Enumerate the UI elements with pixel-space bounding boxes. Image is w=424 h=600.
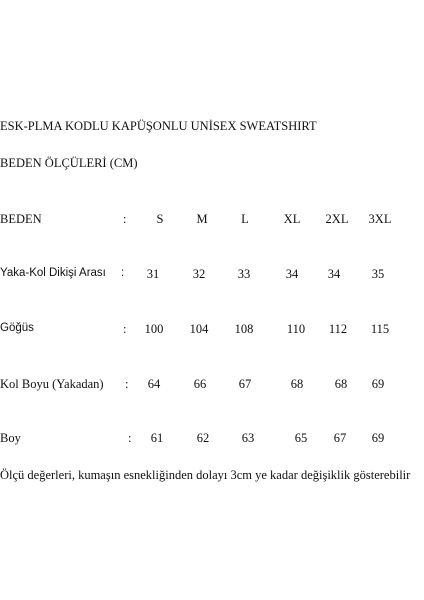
size-l: L (241, 212, 249, 226)
value-2xl: 34 (327, 267, 341, 281)
row-label: Göğüs (0, 322, 34, 334)
value-2xl: 68 (334, 377, 348, 391)
value-xl: 110 (286, 322, 306, 336)
value-3xl: 69 (371, 431, 385, 445)
row-label: Boy (0, 431, 21, 445)
value-s: 61 (150, 431, 164, 445)
tolerance-note: Ölçü değerleri, kumaşın esnekliğinden dolayı 3cm ye kadar değişiklik gösterebilir (0, 468, 411, 482)
size-chart-heading: BEDEN ÖLÇÜLERİ (CM) (0, 156, 138, 170)
value-l: 33 (237, 267, 251, 281)
size-2xl: 2XL (325, 212, 349, 226)
value-xl: 68 (290, 377, 304, 391)
value-xl: 34 (285, 267, 299, 281)
row-label: Kol Boyu (Yakadan) (0, 377, 104, 391)
value-l: 67 (238, 377, 252, 391)
size-3xl: 3XL (368, 212, 392, 226)
row-colon: : (121, 267, 125, 279)
value-m: 104 (189, 322, 209, 336)
value-xl: 65 (294, 431, 308, 445)
value-s: 31 (146, 267, 160, 281)
header-colon: : (123, 212, 127, 226)
size-m: M (196, 212, 208, 226)
header-label: BEDEN (0, 212, 42, 226)
value-l: 108 (234, 322, 254, 336)
value-3xl: 69 (371, 377, 385, 391)
size-xl: XL (283, 212, 301, 226)
value-2xl: 112 (328, 322, 348, 336)
row-colon: : (125, 377, 129, 391)
value-3xl: 35 (371, 267, 385, 281)
value-s: 100 (144, 322, 164, 336)
value-m: 66 (193, 377, 207, 391)
row-label: Yaka-Kol Dikişi Arası (0, 267, 106, 279)
value-3xl: 115 (370, 322, 390, 336)
value-m: 62 (196, 431, 210, 445)
value-s: 64 (147, 377, 161, 391)
value-m: 32 (192, 267, 206, 281)
size-s: S (156, 212, 164, 226)
value-2xl: 67 (333, 431, 347, 445)
row-colon: : (123, 322, 127, 336)
document-title: ESK-PLMA KODLU KAPÜŞONLU UNİSEX SWEATSHIRT (0, 119, 317, 133)
value-l: 63 (241, 431, 255, 445)
row-colon: : (128, 431, 132, 445)
